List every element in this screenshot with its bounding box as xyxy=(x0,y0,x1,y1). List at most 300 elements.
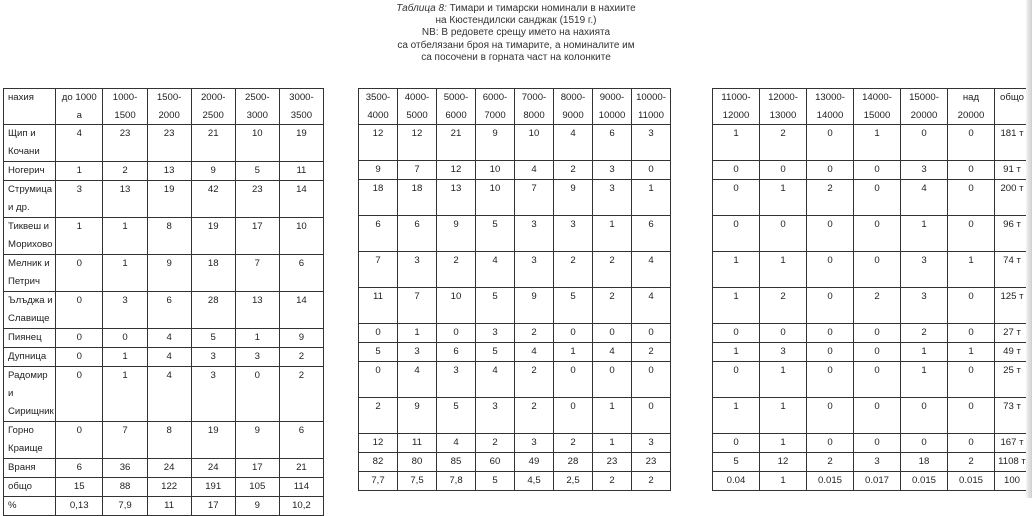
table-cell: 5 xyxy=(713,453,760,472)
table-cell: 3 xyxy=(593,180,632,216)
table-cell: 1 xyxy=(760,180,807,216)
table-row xyxy=(359,343,671,362)
table-cell: 14 xyxy=(279,181,323,218)
table-cell: 4 xyxy=(147,367,191,422)
table-cell: 9 xyxy=(191,162,235,181)
table-cell: 1 xyxy=(760,398,807,434)
table-cell: 10 xyxy=(515,125,554,161)
table-cell: 2 xyxy=(760,288,807,324)
table-cell: 27 т xyxy=(995,324,1030,343)
row-label-nahia: Дупница xyxy=(4,348,56,367)
table-cell: 3 xyxy=(398,343,437,362)
table-row xyxy=(4,329,324,348)
table-cell: 4 xyxy=(147,348,191,367)
table-cell: 3 xyxy=(476,398,515,434)
table-cell: 0 xyxy=(948,362,995,398)
table-cell: 0 xyxy=(948,398,995,434)
table-cell: 24 xyxy=(191,459,235,478)
table-cell: 2 xyxy=(948,453,995,472)
column-header: 10000-11000 xyxy=(632,89,671,125)
table-cell: 5 xyxy=(476,216,515,252)
table-cell: 0 xyxy=(593,324,632,343)
table-cell: 0 xyxy=(713,362,760,398)
table-cell: 23 xyxy=(235,181,279,218)
table-cell: 0 xyxy=(807,434,854,453)
table-cell: 2 xyxy=(359,398,398,434)
table-cell: 23 xyxy=(632,453,671,472)
row-label-nahia: Ногерич xyxy=(4,162,56,181)
table-cell: 2 xyxy=(515,398,554,434)
table-cell: 0.04 xyxy=(713,472,760,491)
table-cell: 7,8 xyxy=(437,472,476,491)
table-cell: 1 xyxy=(760,434,807,453)
column-header: до 1000 а xyxy=(56,89,103,125)
table-cell: 0 xyxy=(807,288,854,324)
table-cell: 1 xyxy=(56,218,103,255)
table-cell: 114 xyxy=(279,478,323,497)
table-cell: 1 xyxy=(760,362,807,398)
table-cell: 1108 т xyxy=(995,453,1030,472)
table-cell: 2 xyxy=(554,252,593,288)
table-cell: 5 xyxy=(476,288,515,324)
table-cell: 1 xyxy=(713,125,760,161)
table-cell: 28 xyxy=(554,453,593,472)
table-cell: 4 xyxy=(515,343,554,362)
table-cell: 2 xyxy=(437,252,476,288)
table-cell: 0 xyxy=(854,362,901,398)
table-cell: 13 xyxy=(437,180,476,216)
table-cell: 1 xyxy=(901,343,948,362)
table-cell: 0 xyxy=(948,288,995,324)
table-cell: 1 xyxy=(713,252,760,288)
table-cell: 1 xyxy=(948,343,995,362)
table-cell: 6 xyxy=(437,343,476,362)
table-cell: 12 xyxy=(437,161,476,180)
table-cell: 1 xyxy=(593,434,632,453)
table-cell: 5 xyxy=(437,398,476,434)
caption-prefix: Таблица 8: xyxy=(396,3,447,14)
column-header: 6000-7000 xyxy=(476,89,515,125)
caption-line-2: на Кюстендилски санджак (1519 г.) xyxy=(435,15,597,27)
table-cell: 9 xyxy=(554,180,593,216)
table-cell: 10,2 xyxy=(279,497,323,516)
table-cell: 5 xyxy=(191,329,235,348)
table-cell: 2 xyxy=(279,367,323,422)
table-row xyxy=(4,497,324,516)
row-label-nahia: Мелник и Петрич xyxy=(4,255,56,292)
table-cell: 3 xyxy=(515,216,554,252)
table-cell: 4 xyxy=(56,125,103,162)
table-cell: 6 xyxy=(279,422,323,459)
table-cell: 1 xyxy=(56,162,103,181)
table-cell: 0 xyxy=(854,434,901,453)
table-cell: 18 xyxy=(398,180,437,216)
table-cell: 73 т xyxy=(995,398,1030,434)
table-row xyxy=(713,398,1030,434)
table-cell: 88 xyxy=(103,478,147,497)
table-cell: 0 xyxy=(632,398,671,434)
table-cell: 6 xyxy=(632,216,671,252)
table-cell: 1 xyxy=(713,398,760,434)
table-cell: 6 xyxy=(147,292,191,329)
table-cell: 3 xyxy=(760,343,807,362)
column-header: 1000-1500 xyxy=(103,89,147,125)
table-cell: 6 xyxy=(593,125,632,161)
table-cell: 0 xyxy=(359,362,398,398)
table-cell: 11 xyxy=(279,162,323,181)
table-cell: 3 xyxy=(901,161,948,180)
table-row xyxy=(713,180,1030,216)
table-cell: 2 xyxy=(632,343,671,362)
table-cell: 1 xyxy=(103,218,147,255)
table-cell: 4 xyxy=(147,329,191,348)
header-row xyxy=(4,89,324,125)
table-row xyxy=(359,362,671,398)
table-cell: 1 xyxy=(593,398,632,434)
table-cell: 4 xyxy=(901,180,948,216)
table-cell: 28 xyxy=(191,292,235,329)
table-cell: 0 xyxy=(854,343,901,362)
table-row xyxy=(713,216,1030,252)
table-row xyxy=(4,181,324,218)
table-cell: 9 xyxy=(437,216,476,252)
table-cell: 0 xyxy=(854,180,901,216)
table-cell: 10 xyxy=(279,218,323,255)
table-cell: 1 xyxy=(901,216,948,252)
table-row xyxy=(4,478,324,497)
table-cell: 0 xyxy=(760,216,807,252)
column-header: 15000-20000 xyxy=(901,89,948,125)
table-cell: 0 xyxy=(807,398,854,434)
table-cell: 2 xyxy=(854,288,901,324)
table-cell: 36 xyxy=(103,459,147,478)
table-cell: 0 xyxy=(807,343,854,362)
table-cell: 0 xyxy=(807,324,854,343)
table-row xyxy=(359,453,671,472)
table-cell: 2 xyxy=(554,161,593,180)
table-cell: 4 xyxy=(476,362,515,398)
table-cell: 2 xyxy=(515,324,554,343)
table-cell: 13 xyxy=(235,292,279,329)
table-cell: 4 xyxy=(476,252,515,288)
caption-title: Тимари и тимарски номинали в нахиите xyxy=(449,3,636,14)
table-cell: 2 xyxy=(593,288,632,324)
table-cell: 7 xyxy=(103,422,147,459)
table-cell: 0,13 xyxy=(56,497,103,516)
table-cell: 1 xyxy=(554,343,593,362)
table-cell: 5 xyxy=(554,288,593,324)
table-row xyxy=(359,288,671,324)
table-row xyxy=(359,180,671,216)
table-cell: 3 xyxy=(476,324,515,343)
table-cell: 8 xyxy=(147,218,191,255)
table-cell: 4 xyxy=(632,252,671,288)
table-cell: 3 xyxy=(235,348,279,367)
table-cell: 21 xyxy=(279,459,323,478)
table-cell: 105 xyxy=(235,478,279,497)
table-cell: 2 xyxy=(554,434,593,453)
table-cell: 3 xyxy=(632,434,671,453)
table-cell: 13 xyxy=(103,181,147,218)
table-row xyxy=(359,398,671,434)
table-cell: 7,7 xyxy=(359,472,398,491)
table-cell: 10 xyxy=(437,288,476,324)
table-row xyxy=(713,343,1030,362)
table-cell: 0 xyxy=(713,216,760,252)
table-cell: 0 xyxy=(901,125,948,161)
table-cell: 0 xyxy=(760,161,807,180)
table-cell: 3 xyxy=(191,348,235,367)
table-cell: 4 xyxy=(398,362,437,398)
table-cell: 125 т xyxy=(995,288,1030,324)
column-header: 13000-14000 xyxy=(807,89,854,125)
table-cell: 1 xyxy=(854,125,901,161)
table-cell: 0 xyxy=(103,329,147,348)
table-cell: 2,5 xyxy=(554,472,593,491)
column-header: 3500-4000 xyxy=(359,89,398,125)
table-cell: 0 xyxy=(948,161,995,180)
table-cell: 0 xyxy=(901,434,948,453)
table-row xyxy=(713,472,1030,491)
table-row xyxy=(713,288,1030,324)
table-cell: 0 xyxy=(807,362,854,398)
table-row xyxy=(713,161,1030,180)
table-row xyxy=(359,324,671,343)
table-cell: 21 xyxy=(191,125,235,162)
table-cell: 2 xyxy=(515,362,554,398)
table-cell: 3 xyxy=(593,161,632,180)
table-cell: 2 xyxy=(760,125,807,161)
table-cell: 80 xyxy=(398,453,437,472)
table-row xyxy=(359,252,671,288)
table-row xyxy=(359,472,671,491)
table-row xyxy=(359,216,671,252)
table-cell: 17 xyxy=(235,218,279,255)
row-label-nahia: Горно Краище xyxy=(4,422,56,459)
table-row xyxy=(713,434,1030,453)
table-cell: 2 xyxy=(632,472,671,491)
row-label-nahia: общо xyxy=(4,478,56,497)
table-cell: 10 xyxy=(476,161,515,180)
table-cell: 0.015 xyxy=(807,472,854,491)
table-row xyxy=(713,252,1030,288)
table-cell: 18 xyxy=(191,255,235,292)
table-cell: 9 xyxy=(235,422,279,459)
column-header: 2000-2500 xyxy=(191,89,235,125)
table-cell: 9 xyxy=(235,497,279,516)
caption-note-line-2: са отбелязани броя на тимарите, а номиналите им xyxy=(397,39,635,51)
caption-line-1 xyxy=(0,3,1032,15)
table-cell: 17 xyxy=(235,459,279,478)
column-header: 3000-3500 xyxy=(279,89,323,125)
row-label-nahia: % xyxy=(4,497,56,516)
table-cell: 1 xyxy=(632,180,671,216)
table-cell: 3 xyxy=(632,125,671,161)
table-cell: 5 xyxy=(476,343,515,362)
row-label-nahia: Враня xyxy=(4,459,56,478)
table-cell: 3 xyxy=(191,367,235,422)
table-cell: 13 xyxy=(147,162,191,181)
table-cell: 3 xyxy=(437,362,476,398)
table-cell: 96 т xyxy=(995,216,1030,252)
table-cell: 19 xyxy=(147,181,191,218)
table-cell: 15 xyxy=(56,478,103,497)
table-cell: 0 xyxy=(807,252,854,288)
table-cell: 19 xyxy=(191,422,235,459)
table-cell: 0 xyxy=(854,252,901,288)
table-cell: 4 xyxy=(437,434,476,453)
table-cell: 19 xyxy=(191,218,235,255)
table-cell: 1 xyxy=(398,324,437,343)
table-cell: 3 xyxy=(854,453,901,472)
table-cell: 0.015 xyxy=(948,472,995,491)
table-cell: 9 xyxy=(476,125,515,161)
column-header: 12000-13000 xyxy=(760,89,807,125)
column-header: 8000-9000 xyxy=(554,89,593,125)
table-cell: 9 xyxy=(398,398,437,434)
table-cell: 7 xyxy=(398,288,437,324)
table-row xyxy=(713,453,1030,472)
table-cell: 0 xyxy=(948,125,995,161)
table-cell: 0 xyxy=(713,161,760,180)
table-cell: 0 xyxy=(760,324,807,343)
table-cell: 3 xyxy=(103,292,147,329)
table-cell: 9 xyxy=(279,329,323,348)
table-row xyxy=(359,434,671,453)
table-cell: 7 xyxy=(359,252,398,288)
table-cell: 0 xyxy=(948,324,995,343)
caption-note-line-1: NB: В редовете срещу името на нахията xyxy=(421,27,611,39)
table-cell: 0 xyxy=(807,125,854,161)
table-caption xyxy=(0,3,1032,64)
table-row xyxy=(359,161,671,180)
table-cell: 2 xyxy=(807,180,854,216)
table-cell: 0 xyxy=(854,324,901,343)
table-cell: 181 т xyxy=(995,125,1030,161)
table-cell: 1 xyxy=(713,343,760,362)
table-cell: 21 xyxy=(437,125,476,161)
table-cell: 191 xyxy=(191,478,235,497)
table-cell: 4,5 xyxy=(515,472,554,491)
row-label-nahia: Тиквеш и Морихово xyxy=(4,218,56,255)
table-cell: 0 xyxy=(235,367,279,422)
table-cell: 4 xyxy=(554,125,593,161)
table-row xyxy=(4,367,324,422)
scan-edge-shadow xyxy=(1026,0,1032,498)
table-cell: 4 xyxy=(515,161,554,180)
table-cell: 0 xyxy=(713,180,760,216)
table-cell: 12 xyxy=(359,434,398,453)
table-cell: 2 xyxy=(593,252,632,288)
table-cell: 0 xyxy=(948,180,995,216)
table-cell: 18 xyxy=(901,453,948,472)
row-label-nahia: Струмица и др. xyxy=(4,181,56,218)
table-row xyxy=(4,255,324,292)
table-cell: 2 xyxy=(901,324,948,343)
table-cell: 4 xyxy=(632,288,671,324)
table-row xyxy=(4,422,324,459)
table-cell: 85 xyxy=(437,453,476,472)
column-header: 9000-10000 xyxy=(593,89,632,125)
table-cell: 0 xyxy=(554,362,593,398)
row-label-nahia: Щип и Кочани xyxy=(4,125,56,162)
timars-table-part-3 xyxy=(712,88,1030,491)
table-row xyxy=(713,362,1030,398)
table-cell: 82 xyxy=(359,453,398,472)
table-cell: 0 xyxy=(554,398,593,434)
table-cell: 10 xyxy=(476,180,515,216)
table-cell: 0 xyxy=(854,161,901,180)
table-cell: 2 xyxy=(593,472,632,491)
column-header: 14000-15000 xyxy=(854,89,901,125)
table-cell: 1 xyxy=(103,367,147,422)
table-cell: 6 xyxy=(398,216,437,252)
table-cell: 19 xyxy=(279,125,323,162)
table-cell: 6 xyxy=(56,459,103,478)
table-cell: 0 xyxy=(632,161,671,180)
table-cell: 23 xyxy=(103,125,147,162)
table-cell: 5 xyxy=(235,162,279,181)
table-row xyxy=(4,459,324,478)
table-cell: 0 xyxy=(56,329,103,348)
table-cell: 2 xyxy=(279,348,323,367)
table-cell: 11 xyxy=(147,497,191,516)
table-cell: 0 xyxy=(948,434,995,453)
table-cell: 5 xyxy=(476,472,515,491)
table-cell: 122 xyxy=(147,478,191,497)
table-cell: 2 xyxy=(476,434,515,453)
table-cell: 1 xyxy=(103,255,147,292)
table-cell: 0 xyxy=(901,398,948,434)
table-cell: 7,5 xyxy=(398,472,437,491)
table-cell: 0 xyxy=(632,362,671,398)
table-cell: 91 т xyxy=(995,161,1030,180)
table-cell: 5 xyxy=(359,343,398,362)
table-cell: 6 xyxy=(359,216,398,252)
table-cell: 6 xyxy=(279,255,323,292)
table-cell: 7 xyxy=(398,161,437,180)
table-cell: 0 xyxy=(56,255,103,292)
table-cell: 17 xyxy=(191,497,235,516)
table-cell: 0 xyxy=(807,161,854,180)
table-cell: 7 xyxy=(515,180,554,216)
table-cell: 3 xyxy=(398,252,437,288)
table-cell: 12 xyxy=(398,125,437,161)
table-cell: 9 xyxy=(147,255,191,292)
table-cell: 1 xyxy=(103,348,147,367)
table-row xyxy=(713,125,1030,161)
table-cell: 60 xyxy=(476,453,515,472)
table-cell: 3 xyxy=(554,216,593,252)
table-cell: 23 xyxy=(147,125,191,162)
column-header: общо xyxy=(995,89,1030,125)
table-cell: 0 xyxy=(807,216,854,252)
table-cell: 25 т xyxy=(995,362,1030,398)
table-row xyxy=(359,125,671,161)
table-cell: 1 xyxy=(760,252,807,288)
table-cell: 2 xyxy=(807,453,854,472)
table-cell: 1 xyxy=(760,472,807,491)
row-label-nahia: Пиянец xyxy=(4,329,56,348)
table-cell: 3 xyxy=(515,434,554,453)
table-cell: 18 xyxy=(359,180,398,216)
table-cell: 3 xyxy=(901,252,948,288)
timars-table-part-2 xyxy=(358,88,671,491)
table-cell: 0 xyxy=(437,324,476,343)
row-label-nahia: Ълъджа и Славище xyxy=(4,292,56,329)
table-cell: 0 xyxy=(56,422,103,459)
table-cell: 0 xyxy=(593,362,632,398)
